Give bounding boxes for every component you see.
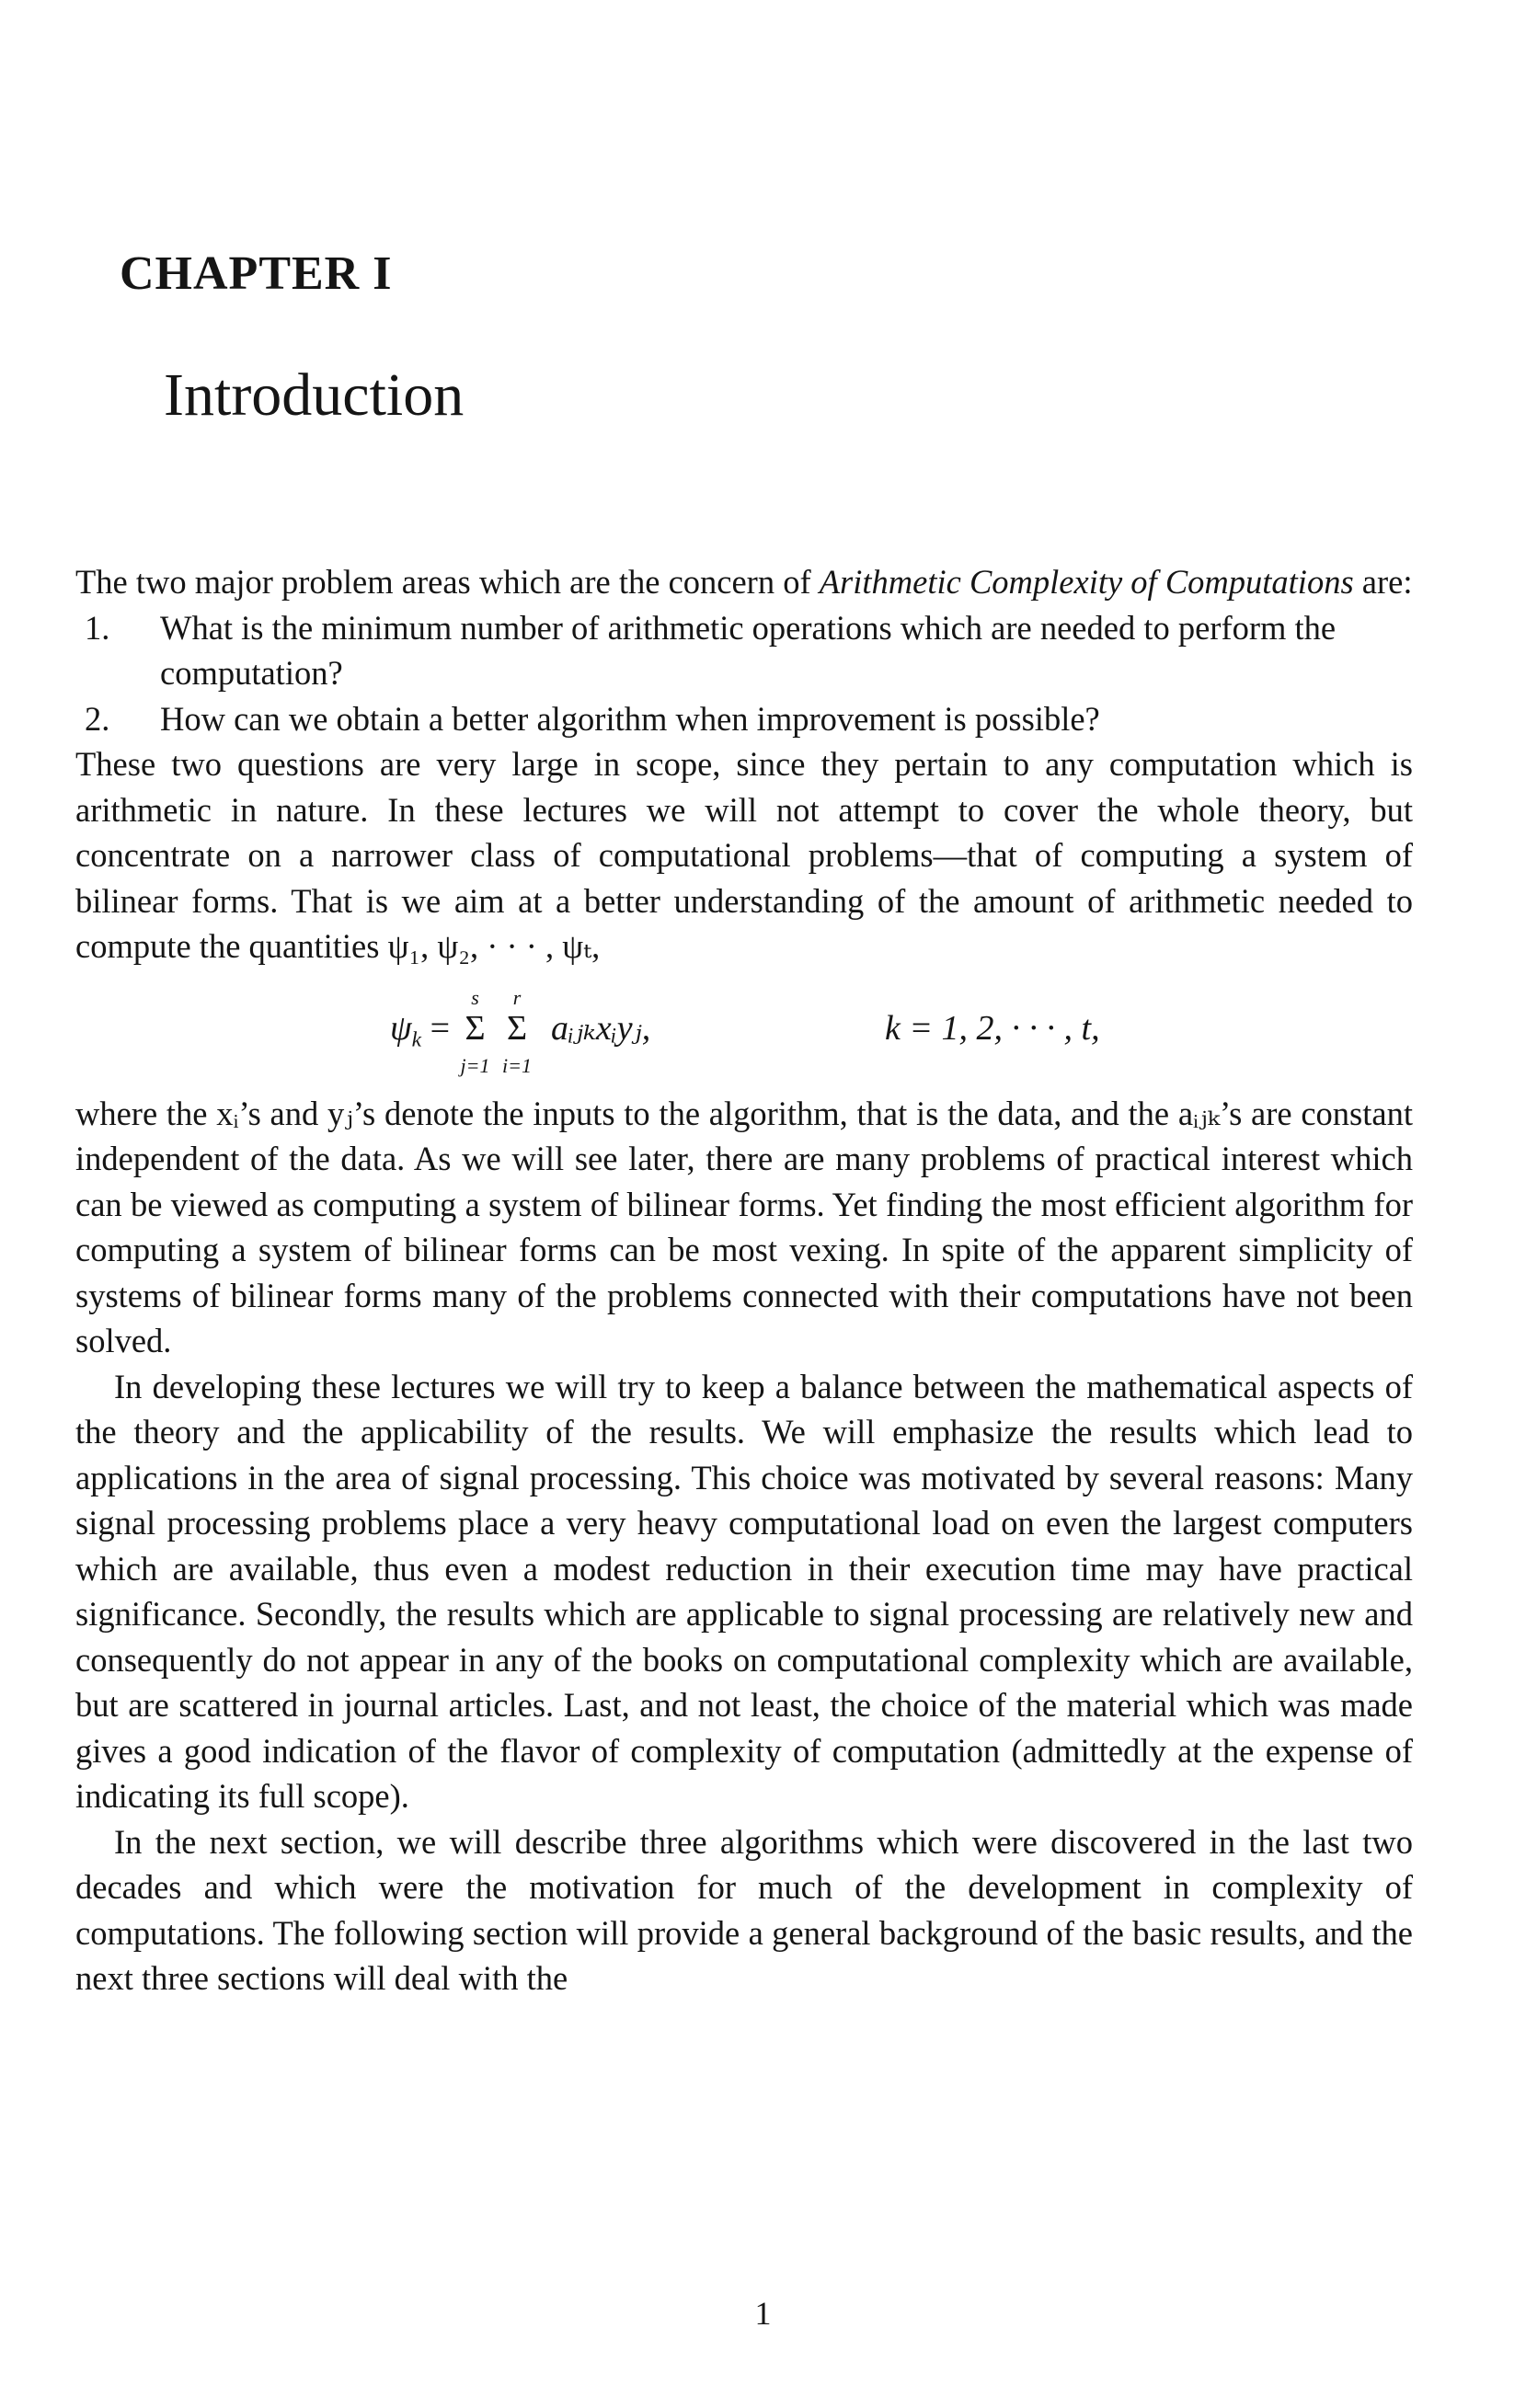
paragraph-next-section: In the next section, we will describe three algorithms which were discovered in the last two decades and which were the motivation for much of the development in complexity of computations. The following section will provide a general background of the basic results, and the next three sections will deal with the xyxy=(75,1822,1413,1997)
intro-text: The two major problem areas which are the concern of xyxy=(75,563,820,601)
equation-term: aᵢⱼₖxᵢyⱼ, xyxy=(551,1008,651,1048)
sum-j-sigma: Σ xyxy=(465,1008,486,1048)
equation-equals: = xyxy=(421,1008,459,1048)
equation-lhs: ψ xyxy=(390,1008,412,1048)
sum-j-upper: s xyxy=(471,985,479,1009)
sum-i-lower: i=1 xyxy=(502,1053,532,1077)
question-2-number: 2. xyxy=(85,699,110,738)
paragraph-lectures: In developing these lectures we will try to keep a balance between the mathematical aspects of the theory and the applicability of the results. We will emphasize the results which lead to applications in the area of signal processing. This choice was motivated by several reasons: Many signal processing problems place a very heavy computational load on even the largest computers which are available, thus even a modest reduction in their execution time may have practical significance. Secondly, the results which are applicable to signal processing are relatively new and consequently do not appear in any of the books on computational complexity which are available, but are scattered in journal articles. Last, and not least, the choice of the material which was made gives a good indication of the flavor of complexity of computation (admittedly at the expense of indicating its full scope). xyxy=(75,1367,1413,1815)
page-number: 1 xyxy=(754,2295,772,2332)
sum-i-sigma: Σ xyxy=(506,1008,528,1048)
question-2-text: How can we obtain a better algorithm when improvement is possible? xyxy=(160,699,1100,738)
intro-text-end: are: xyxy=(1353,563,1413,601)
sum-i-upper: r xyxy=(512,985,522,1009)
question-1 xyxy=(75,605,1413,696)
equation-lhs-subscript: k xyxy=(411,1027,422,1052)
bilinear-equation xyxy=(75,975,1413,1084)
sum-i xyxy=(500,985,534,1077)
intro-paragraph xyxy=(75,559,1413,605)
question-2 xyxy=(75,696,1413,742)
body-text xyxy=(75,559,1413,2001)
paragraph-inputs: where the xᵢ’s and yⱼ’s denote the inputs to the algorithm, that is the data, and the aᵢⱼₖ’s are constant independent of the data. As we will see later, there are many problems of practical interest which can be viewed as computing a system of bilinear forms. Yet finding the most efficient algorithm for computing a system of bilinear forms can be most vexing. In spite of the apparent simplicity of systems of bilinear forms many of the problems connected with their computations have not been solved. xyxy=(75,1094,1413,1359)
equation-condition: k = 1, 2, · · · , t, xyxy=(885,1008,1100,1048)
question-1-number: 1. xyxy=(85,608,110,647)
question-1-text: What is the minimum number of arithmetic operations which are needed to perform the computation? xyxy=(160,608,1337,692)
paragraph-scope: These two questions are very large in scope, since they pertain to any computation which is arithmetic in nature. In these lectures we will not attempt to cover the whole theory, but concentrate on a narrower class of computational problems—that of computing a system of bilinear forms. That is we aim at a better understanding of the amount of arithmetic needed to compute the quantities ψ₁, ψ₂, · · · , ψₜ, xyxy=(75,745,1413,965)
chapter-label: CHAPTER I xyxy=(120,247,393,300)
chapter-title: Introduction xyxy=(164,361,465,429)
equation-expression xyxy=(390,985,651,1077)
sum-j-lower: j=1 xyxy=(460,1053,490,1077)
book-title-italic: Arithmetic Complexity of Computations xyxy=(819,563,1354,601)
sum-j xyxy=(459,985,492,1077)
